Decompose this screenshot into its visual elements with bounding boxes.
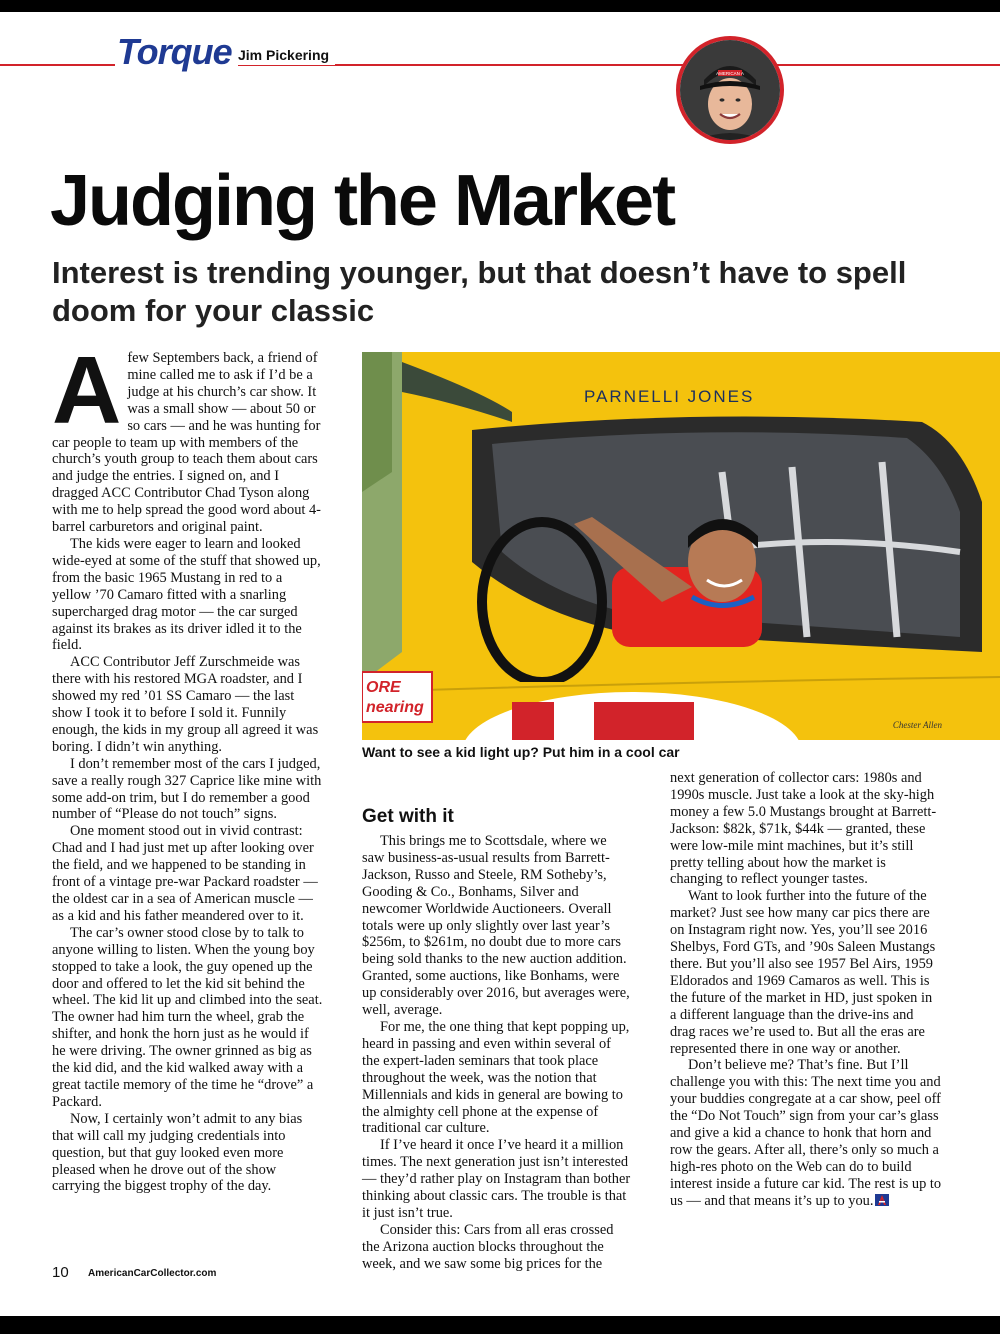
paragraph [670, 1057, 942, 1209]
paragraph: few Septembers back, a friend of mine called me to ask if I’d be a judge at his church’s car show. It was a small show — about 50 or so cars — and he was hunting for car people to team up with members of the church’s youth group to teach them about cars and judge the entries. I signed on, and I dragged ACC Contributor Chad Tyson along with me to help spread the good word about 4-barrel carburetors and original paint. [52, 350, 321, 536]
decal-line-2: nearing [366, 699, 424, 716]
drop-cap: A [52, 337, 122, 444]
article-subhead: Interest is trending younger, but that doesn’t have to spell doom for your classic [52, 255, 907, 328]
paragraph: This brings me to Scottsdale, where we saw business-as-usual results from Barrett-Jackson, Russo and Steele, RM Sotheby’s, Gooding & Co., Bonhams, Silver and newcomer Worldwide Auctioneers. Overall totals were up only slightly over last year’s $256m, to $261m, no doubt due to more cars being sold thanks to the new auction addition. Granted, some auctions, like Bonhams, were up considerably over 2016, but averages were, well, average. [362, 833, 630, 1019]
paragraph: I don’t remember most of the cars I judged, save a really rough 327 Caprice like mine with some add-on trim, but I do remember a good number of “Please do not touch” signs. [52, 755, 322, 823]
decal-line-1: ORE [366, 679, 401, 696]
article-headline: Judging the Market [50, 161, 675, 241]
paragraph: For me, the one thing that kept popping up, heard in passing and even within several of the expert-laden seminars that took place throughout the week, was the notion that Millennials and kids in general are bowing to the almighty cell phone at the expense of traditional car culture. [362, 1018, 630, 1137]
author-name: Jim Pickering [238, 45, 335, 65]
paragraph: The car’s owner stood close by to talk to anyone willing to listen. When the young boy stopped to take a look, the guy opened up the door and offered to let the kid sit behind the wheel. The kid lit up and climbed into the seat. The owner had him turn the wheel, grab the shifter, and honk the horn just as he would if he were driving. The owner grinned as big as the kid did, and the kid walked away with a great tactile memory of the time he “drove” a Packard. [52, 924, 323, 1110]
car-lettering: PARNELLI JONES [584, 387, 755, 406]
author-photo [676, 36, 784, 144]
photo-credit: Chester Allen [892, 720, 942, 730]
footer-website: AmericanCarCollector.com [88, 1268, 217, 1279]
article-photo [362, 352, 1000, 740]
paragraph-text: Don’t believe me? That’s fine. But I’ll challenge you with this: The next time you and your buddies congregate at a car show, peel off the “Do Not Touch” sign from your car’s glass and give a kid a chance to honk that horn and row the gears. After all, there’s only so much a high-res photo on the Web can do to build interest inside a future car kid. The rest is up to us — and that means it’s up to you. [670, 1057, 942, 1209]
paragraph: Want to look further into the future of the market? Just see how many car pics there are on Instagram right now. Yes, you’ll see 2016 Shelbys, Ford GTs, and ’90s Saleen Mustangs there. But you’ll also see 1957 Bel Airs, 1959 Eldorados and 1969 Camaros as well. This is the future of the market in HD, just spoken in a different language than the drive-ins and drag races we’re used to. But all the eras are represented there in one way or another. [670, 888, 936, 1057]
bottom-border [0, 1316, 1000, 1334]
body-column-1 [52, 337, 324, 1195]
author-portrait-illustration [680, 40, 780, 140]
paragraph: ACC Contributor Jeff Zurschmeide was there with his restored MGA roadster, and I showed my red ’01 SS Camaro — the last show I took it to before I sold it. Funnily enough, the kids in my group all agreed it was boring. I didn’t win anything. [52, 654, 319, 755]
paragraph: next generation of collector cars: 1980s and 1990s muscle. Just take a look at the sky-high money a few 5.0 Mustangs brought at Barrett-Jackson: $82k, $71k, $44k — granted, these were low-mile mint machines, but it’s still pretty telling about how the market is changing to reflect younger tastes. [670, 770, 937, 888]
paragraph: Consider this: Cars from all eras crossed the Arizona auction blocks throughout the week, and we saw some big prices for the [362, 1221, 614, 1272]
section-subheading: Get with it [362, 806, 454, 827]
page-number: 10 [52, 1264, 69, 1281]
paragraph: Now, I certainly won’t admit to any bias that will call my judging credentials into question, but that guy looked even more pleased when he drove out of the show carrying the biggest trophy of the day. [52, 1110, 303, 1195]
body-column-3 [670, 770, 942, 1210]
section-title: Torque [115, 30, 238, 74]
photo-caption: Want to see a kid light up? Put him in a cool car [362, 744, 680, 760]
cap-logo-text: AMERICAN A [716, 71, 744, 76]
paragraph: If I’ve heard it once I’ve heard it a million times. The next generation just isn’t interested — they’d rather play on Instagram than bother thinking about classic cars. The trouble is that it just isn’t true. [362, 1137, 631, 1221]
paragraph: The kids were eager to learn and looked wide-eyed at some of the stuff that showed up, from the basic 1965 Mustang in red to a yellow ’70 Camaro fitted with a snarling supercharged drag motor — the car surged against its brakes as its driver idled it to the field. [52, 535, 321, 654]
paragraph: One moment stood out in vivid contrast: Chad and I had just met up after looking over the field, and we happened to be standing in front of a vintage pre-war Packard roadster — the oldest car in a sea of American muscle — as a kid and his father meandered over to it. [52, 823, 318, 924]
body-column-2 [362, 806, 632, 1273]
race-car-photo-illustration [362, 352, 1000, 740]
top-border [0, 0, 1000, 12]
end-mark-logo-icon [875, 1194, 889, 1206]
